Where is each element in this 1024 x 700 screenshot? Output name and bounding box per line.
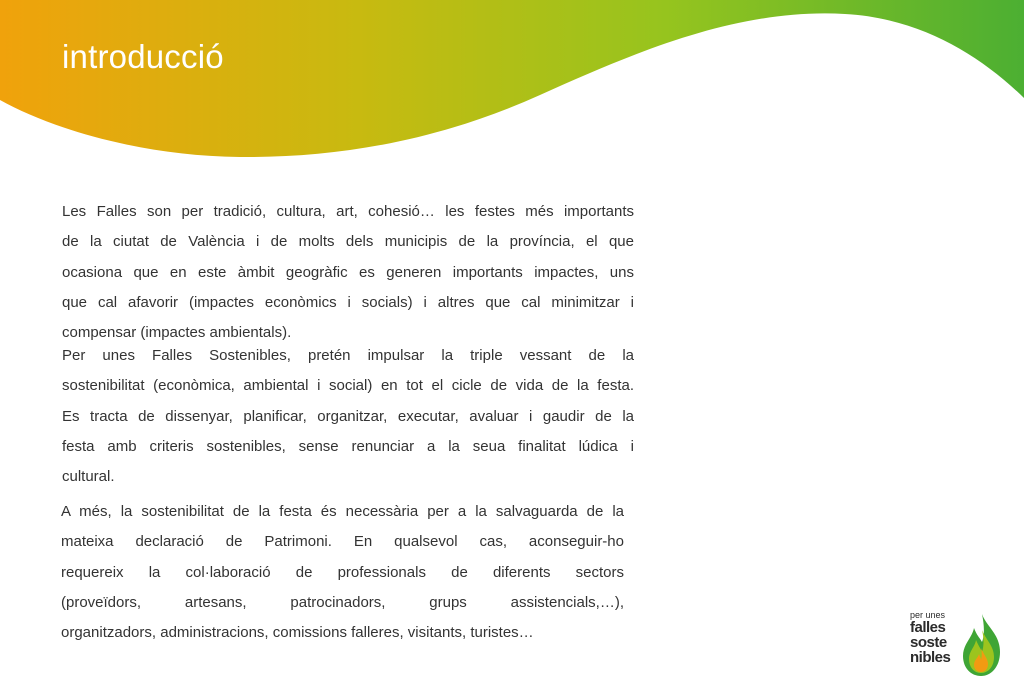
text-line: festa amb criteris sostenibles, sense renunciar a la seua finalitat lúdica i (62, 437, 634, 455)
falles-sostenibles-logo (910, 610, 1000, 680)
slide-title: introducció (62, 38, 224, 75)
text-line: Per unes Falles Sostenibles, pretén impulsar la triple vessant de la (62, 347, 634, 364)
text-line: A més, la sostenibilitat de la festa és necessària per a la salvaguarda de la (61, 503, 624, 520)
text-line: organitzadors, administracions, comissions falleres, visitants, turistes… (61, 624, 534, 642)
logo-line: falles (910, 619, 946, 636)
text-line: mateixa declaració de Patrimoni. En qualsevol cas, aconseguir-ho (61, 533, 624, 551)
text-line: requereix la col·laboració de professionals de diferents sectors (61, 563, 624, 581)
logo-line: nibles (910, 649, 951, 666)
heritage-paragraph (61, 497, 624, 648)
logo-line: per unes (910, 610, 946, 620)
text-line: sostenibilitat (econòmica, ambiental i social) en tot el cicle de vida de la festa. (62, 377, 634, 395)
header-wave-banner (0, 0, 1024, 170)
logo-line: soste (910, 634, 947, 651)
text-line: que cal afavorir (impactes econòmics i socials) i altres que cal minimitzar i (62, 293, 634, 311)
text-line: de la ciutat de València i de molts dels municipis de la província, el que (62, 233, 634, 251)
flame-icon (960, 612, 1002, 678)
sustainability-paragraph (62, 341, 634, 492)
text-line: cultural. (62, 468, 115, 486)
text-line: (proveïdors, artesans, patrocinadors, grups assistencials,…), (61, 593, 624, 611)
text-line: Les Falles son per tradició, cultura, art, cohesió… les festes més importants (62, 203, 634, 220)
intro-paragraph (62, 197, 634, 348)
text-line: ocasiona que en este àmbit geogràfic es generen importants impactes, uns (62, 263, 634, 281)
text-line: compensar (impactes ambientals). (62, 324, 292, 342)
text-line: Es tracta de dissenyar, planificar, organitzar, executar, avaluar i gaudir de la (62, 407, 634, 425)
